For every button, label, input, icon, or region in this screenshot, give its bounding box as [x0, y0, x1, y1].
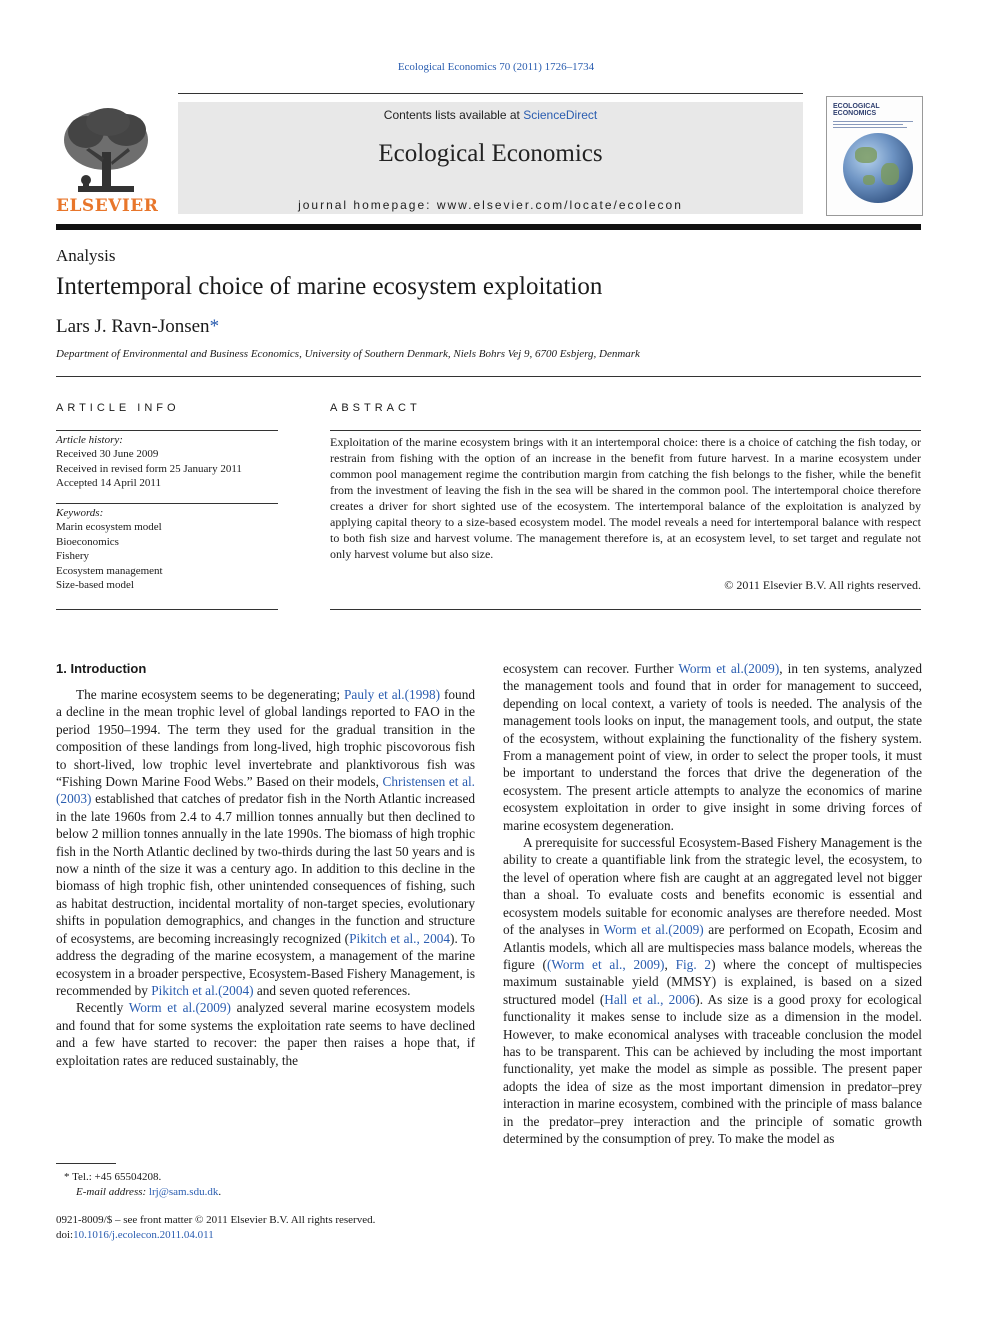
abstract-heading: ABSTRACT: [330, 402, 421, 414]
citation-link[interactable]: Worm et al.(2009): [128, 1000, 231, 1016]
body-text: ecosystem can recover. Further: [503, 661, 679, 676]
divider: [56, 430, 278, 431]
issn-line: 0921-8009/$ – see front matter © 2011 Elsevier B.V. All rights reserved.: [56, 1214, 376, 1226]
section-heading: 1. Introduction: [56, 661, 147, 676]
keyword-item: Fishery: [56, 550, 89, 563]
history-item: Received in revised form 25 January 2011: [56, 462, 242, 475]
citation-link[interactable]: Pikitch et al.(2004): [151, 982, 254, 998]
history-item: Received 30 June 2009: [56, 448, 159, 461]
author-footnote-mark[interactable]: *: [209, 316, 220, 337]
abstract-copyright: © 2011 Elsevier B.V. All rights reserved.: [724, 578, 921, 592]
journal-banner: [178, 102, 803, 214]
divider: [56, 609, 278, 610]
article-section: Analysis: [56, 246, 116, 265]
sciencedirect-link[interactable]: ScienceDirect: [523, 108, 598, 122]
footnote-rule: [56, 1163, 116, 1164]
journal-citation[interactable]: Ecological Economics 70 (2011) 1726–1734: [397, 61, 595, 73]
journal-homepage[interactable]: journal homepage: www.elsevier.com/locate/ecolecon: [298, 198, 683, 212]
footnote-email: E-mail address: lrj@sam.sdu.dk.: [76, 1186, 222, 1198]
body-text: established that catches of predator fish in the North Atlantic increased in the late 1960s from 2.4 to 4.7 million tonnes annually but then declined to below 2 million tonnes annually in the late 1990s. The biomass of high trophic fish in the North Atlantic declined by two-thirds during the last 50 years and is now a ninth of the size it was a century ago. In addition to this decline in the biomass of high trophic fish, other unintended consequences of fishing, such as habitat destruction, incidental mortality of non-target species, evolutionary shifts in population demographics, and changes in the function and structure of ecosystems, are becoming increasingly recognized (: [56, 791, 475, 946]
journal-name: Ecological Economics: [378, 140, 603, 167]
author-affiliation: Department of Environmental and Business Economics, University of Southern Denmark, Niels Bohrs Vej 9, 6700 Esbjerg, Denmark: [56, 348, 640, 360]
doi-label: doi:: [56, 1229, 74, 1241]
article-history: [56, 433, 242, 491]
body-text: ). As size is a good proxy for ecological functionality it makes sense to include size as a dimension in the model. However, to make economical analyses with traceable conclusion the model has to be transparent. This can be achieved by including the most important functionality, yet make the model as simple as possible. The present paper adopts the idea of size as the most important dimension in predator–prey interaction in marine ecosystem, combined with the principle of mass balance in the predator–prey interaction and the principle of somatic growth determined by the consumption of prey. To make the model as: [503, 991, 922, 1146]
footnote-tel: [64, 1170, 161, 1185]
body-text: The marine ecosystem seems to be degenerating;: [76, 687, 345, 702]
cover-subtitle-line: [833, 124, 903, 125]
cover-subtitle-line: [833, 121, 913, 122]
body-column-left: [56, 686, 475, 1069]
body-text: are performed on Ecopath, Ecosim and Atlantis models, which all are multispecies mass balance models, whereas the figure (: [503, 922, 922, 972]
divider: [330, 430, 921, 431]
email-link[interactable]: lrj@sam.sdu.dk: [148, 1186, 219, 1198]
keywords-label: Keywords:: [56, 507, 104, 519]
citation-link[interactable]: Hall et al., 2006: [604, 991, 696, 1007]
body-column-right: [503, 660, 922, 1147]
footnote-mark: *: [64, 1171, 70, 1183]
history-item: Accepted 14 April 2011: [56, 477, 161, 490]
paragraph: [503, 834, 922, 1147]
body-text: ,: [664, 956, 676, 972]
author-line: [56, 316, 219, 338]
body-text: ). To address the degrading of the marine ecosystem, a management of the marine ecosystem in a broader perspective, Ecosystem-Based Fishery Management, is recommended by: [56, 930, 476, 998]
body-text: and seven quoted references.: [253, 982, 411, 998]
paragraph: [56, 999, 475, 1069]
citation-link[interactable]: (Worm et al., 2009): [546, 956, 665, 972]
abstract-text: Exploitation of the marine ecosystem brings with it an intertemporal choice: there is a choice of catching the fish today, or restrain from fishing with the option of an increase in the benefit from future harvest. In a marine ecosystem under common pool management regime the contribution margin from catching the fish belongs to the fisher, while the benefit from the investment of leaving the fish in the sea will be shared in the common pool. The intertemporal choice therefore creates a driver for short sighted use of the ecosystem. The intertemporal balance of the exploitation is analyzed by applying capital theory to a size-based ecosystem model. The model reveals a need for intertemporal balance with respect to both fish size and harvest volume. The management therefore is, at an ecosystem level, to set target and regulate not only harvest volume but also size.: [330, 435, 921, 561]
author-name: Lars J. Ravn-Jonsen: [56, 316, 210, 337]
citation-link[interactable]: Worm et al.(2009): [678, 661, 780, 676]
article-title: Intertemporal choice of marine ecosystem exploitation: [56, 273, 603, 300]
article-info-heading: ARTICLE INFO: [56, 402, 180, 414]
divider: [56, 376, 921, 377]
citation-link[interactable]: Fig. 2: [675, 956, 712, 972]
keyword-item: Ecosystem management: [56, 564, 163, 577]
paragraph: [503, 660, 922, 834]
journal-cover-thumbnail: [826, 96, 923, 216]
cover-globe-image: [843, 133, 913, 203]
keyword-item: Bioeconomics: [56, 535, 119, 548]
divider: [56, 503, 278, 504]
doi-link[interactable]: 10.1016/j.ecolecon.2011.04.011: [73, 1229, 214, 1241]
header-top-rule: [178, 93, 803, 94]
citation-link[interactable]: Pikitch et al., 2004: [349, 930, 451, 946]
citation-link[interactable]: Christensen et al.(2003): [56, 774, 475, 807]
divider: [330, 609, 921, 610]
history-label: Article history:: [56, 434, 123, 446]
cover-title: ECOLOGICAL ECONOMICS: [833, 103, 880, 117]
body-text: found a decline in the mean trophic level of global landings reported to FAO in the period 1950–1994. The term they used for the gradual transition in the composition of these landings from long-lived, high trophic piscovorous fish to short-lived, low trophic level invertebrate and planktivorous fish was “Fishing Down Marine Food Webs.” Based on their models,: [56, 687, 475, 790]
body-text: analyzed several marine ecosystem models and found that for some systems the exploitation rate seems to have declined and a few have started to recover: the paper then raises a hope that, if exploitation rates are reduced sustainably, the: [56, 1000, 475, 1068]
citation-link[interactable]: Pauly et al.(1998): [344, 687, 441, 702]
contents-prefix: Contents lists available at: [383, 108, 524, 122]
body-text: , in ten systems, analyzed the management tools and found that in order for management to succeed, depending on local context, a variety of tools is needed. The analysis of the management tools looks on input, the management tools, and output, the state of the ecosystem, without explaining the functionality of the fishery system. From a management point of view, in order to select the proper tools, it must be important to understand the forces that drive the degeneration of the ecosystem. The present article attempts to analyze the economics of marine ecosystem exploitation in order to give insight in some driving forces of marine ecosystem degeneration.: [503, 661, 922, 833]
body-text: A prerequisite for successful Ecosystem-Based Fishery Management is the ability to create a quantifiable link from the strategic level, the ecosystem, to the level of operation where fish are caught at an aggregated level not bigger than a shoal. To evaluate costs and benefits economic is essential and ecosystem models suitable for economic analyses are therefore needed. Most of the analyses in: [503, 835, 922, 938]
keyword-item: Marin ecosystem model: [56, 521, 162, 534]
keywords: [56, 506, 163, 592]
footnote-tel-text: Tel.: +45 65504208.: [72, 1171, 162, 1183]
keyword-item: Size-based model: [56, 579, 134, 592]
citation-link[interactable]: Worm et al.(2009): [603, 922, 704, 938]
body-text: Recently: [76, 1000, 129, 1016]
contents-line: [178, 108, 803, 122]
paragraph: [56, 686, 475, 999]
email-label: E-mail address:: [76, 1186, 147, 1198]
body-text: ) where the concept of multispecies maximum sustainable yield (MMSY) is explained, is based on a sized structured model (: [503, 956, 922, 1007]
elsevier-wordmark: ELSEVIER: [56, 196, 159, 216]
doi-line: [56, 1228, 214, 1243]
cover-subtitle-line: [833, 127, 907, 128]
header-bottom-rule: [56, 224, 921, 230]
